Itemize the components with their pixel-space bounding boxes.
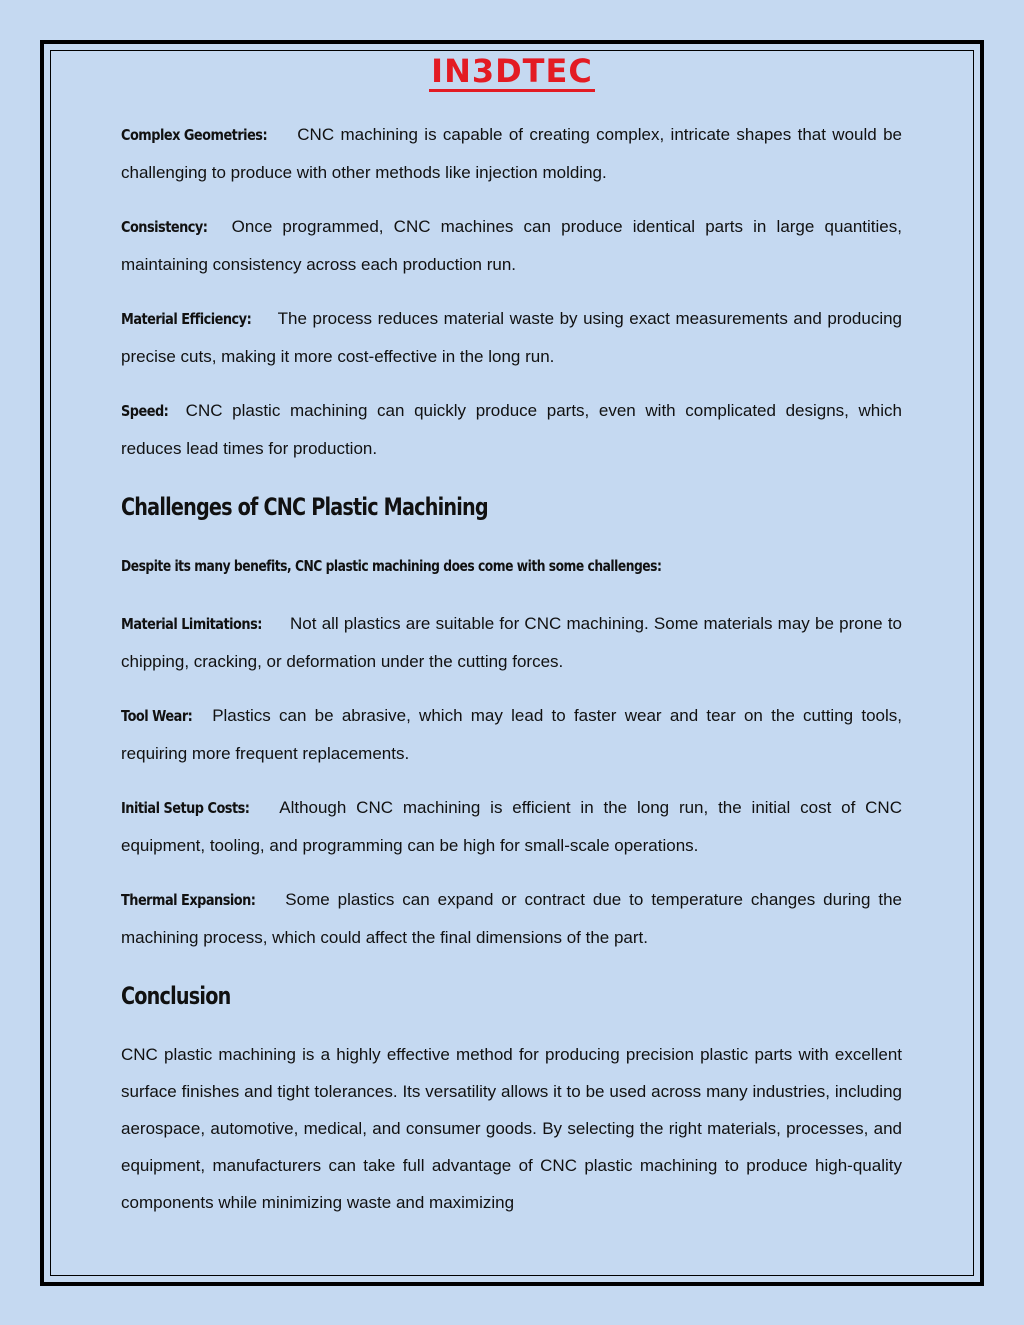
text-material-efficiency: The process reduces material waste by using exact measurements and producing precise cuts, making it more cost-effective in the long run. xyxy=(121,309,903,366)
logo-text: IN3DTEC xyxy=(431,52,593,90)
label-speed: Speed: xyxy=(121,402,169,420)
label-complex-geometries: Complex Geometries: xyxy=(121,126,268,144)
text-complex-geometries: CNC machining is capable of creating complex, intricate shapes that would be challenging to produce with other methods like injection molding. xyxy=(121,125,902,182)
text-tool-wear: Plastics can be abrasive, which may lead to faster wear and tear on the cutting tools, requiring more frequent replacements. xyxy=(121,706,902,763)
paragraph-initial-setup xyxy=(121,789,902,864)
paragraph-material-efficiency xyxy=(121,300,902,375)
paragraph-speed xyxy=(121,392,902,467)
text-consistency: Once programmed, CNC machines can produce identical parts in large quantities, maintaining consistency across each production run. xyxy=(121,217,902,274)
paragraph-tool-wear xyxy=(121,697,902,772)
label-thermal-expansion: Thermal Expansion: xyxy=(121,891,256,909)
document-body xyxy=(121,116,902,1238)
label-material-efficiency: Material Efficiency: xyxy=(121,310,252,328)
heading-conclusion: Conclusion xyxy=(121,982,231,1010)
text-speed: CNC plastic machining can quickly produce parts, even with complicated designs, which reduces lead times for production. xyxy=(121,401,902,458)
label-consistency: Consistency: xyxy=(121,218,208,236)
label-initial-setup: Initial Setup Costs: xyxy=(121,799,250,817)
challenges-intro: Despite its many benefits, CNC plastic machining does come with some challenges: xyxy=(121,557,662,575)
text-material-limitations: Not all plastics are suitable for CNC machining. Some materials may be prone to chipping, cracking, or deformation under the cutting forces. xyxy=(121,614,902,671)
text-initial-setup: Although CNC machining is efficient in the long run, the initial cost of CNC equipment, tooling, and programming can be high for small-scale operations. xyxy=(121,798,902,855)
heading-challenges: Challenges of CNC Plastic Machining xyxy=(121,493,488,521)
label-tool-wear: Tool Wear: xyxy=(121,707,193,725)
paragraph-material-limitations xyxy=(121,605,902,680)
paragraph-complex-geometries xyxy=(121,116,902,191)
paragraph-consistency xyxy=(121,208,902,283)
paragraph-thermal-expansion xyxy=(121,881,902,956)
logo xyxy=(0,54,1024,92)
label-material-limitations: Material Limitations: xyxy=(121,615,262,633)
paragraph-conclusion: CNC plastic machining is a highly effective method for producing precision plastic parts with excellent surface finishes and tight tolerances. Its versatility allows it to be used across many industries, including aerospace, automotive, medical, and consumer goods. By selecting the right materials, processes, and equipment, manufacturers can take full advantage of CNC plastic machining to produce high-quality components while minimizing waste and maximizing xyxy=(121,1045,902,1212)
text-thermal-expansion: Some plastics can expand or contract due to temperature changes during the machining process, which could affect the final dimensions of the part. xyxy=(121,890,902,947)
